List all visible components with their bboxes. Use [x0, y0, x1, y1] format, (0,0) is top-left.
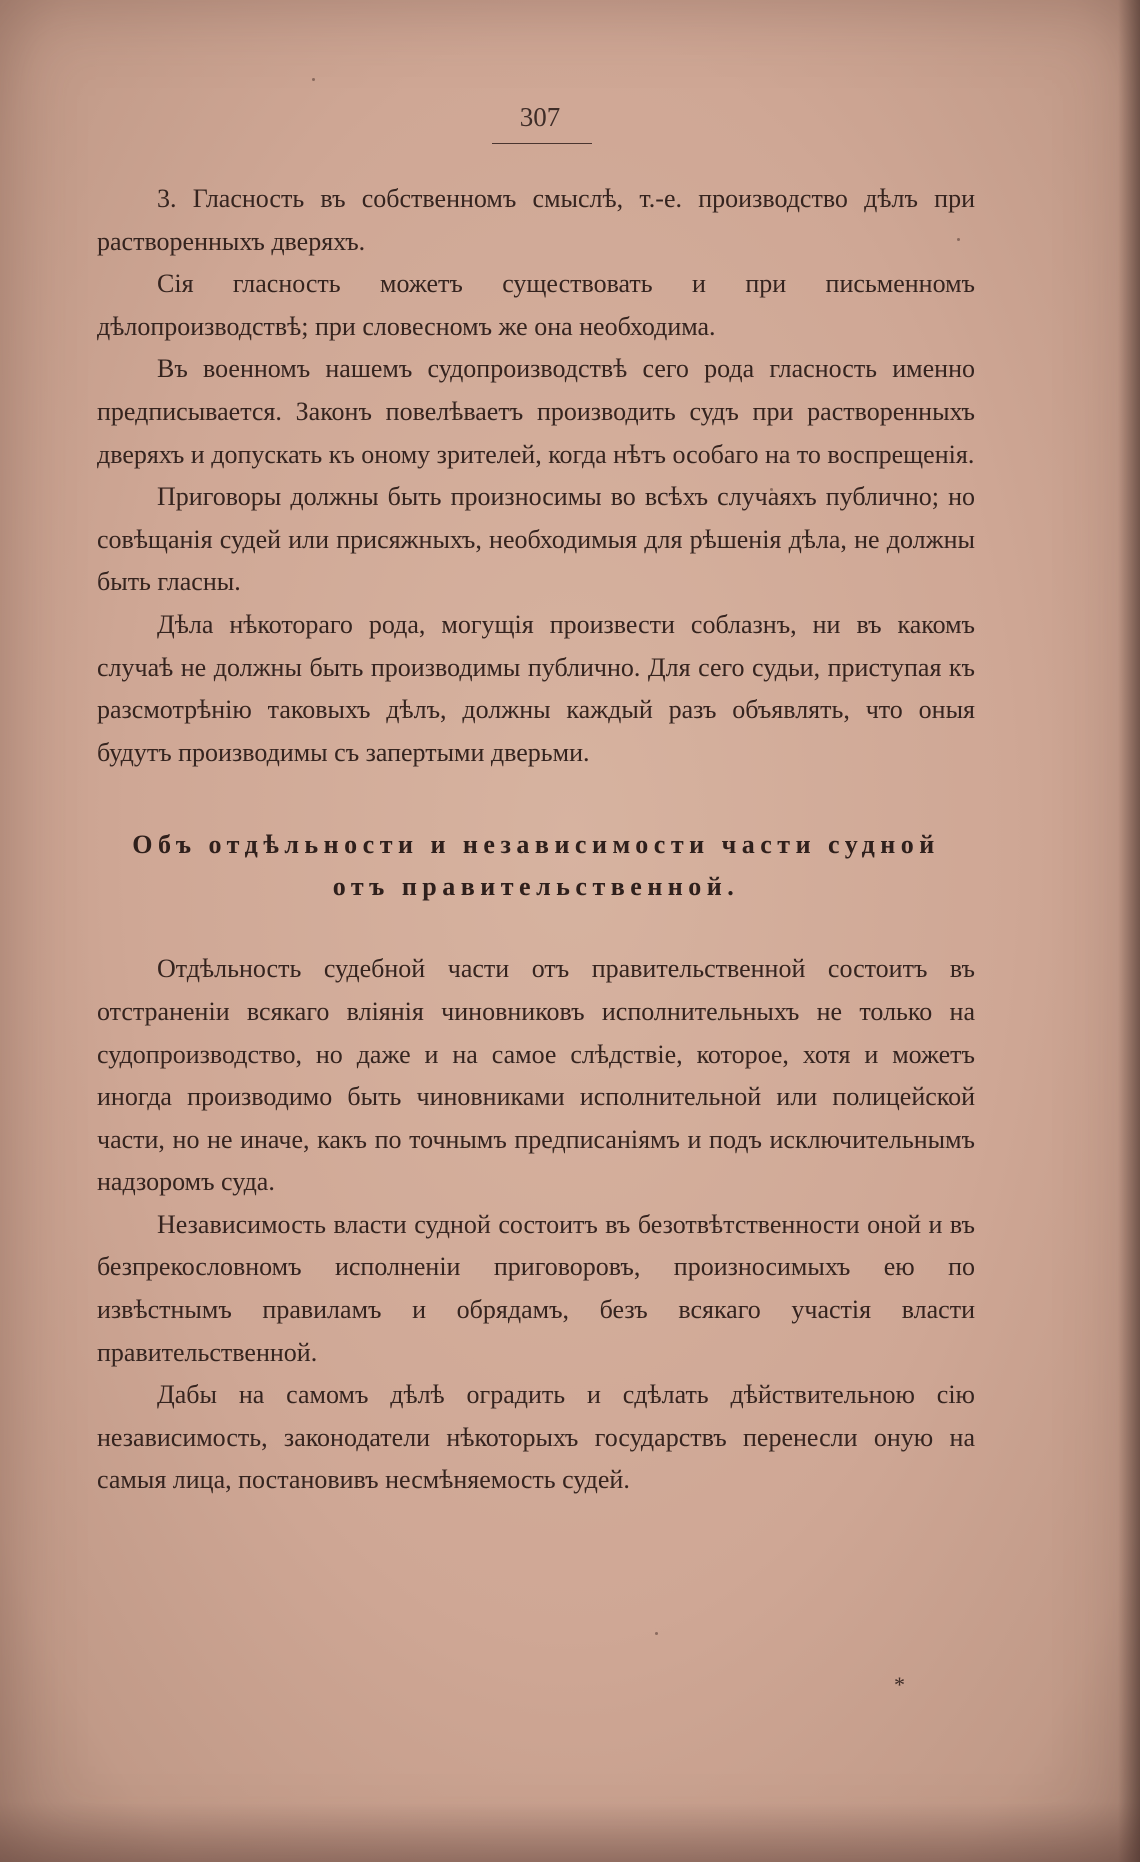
paragraph: Независимость власти судной состоитъ въ безотвѣтственности оной и въ безпрекословномъ исполненіи приговоровъ, произносимыхъ ею по извѣстнымъ правиламъ и обрядамъ, безъ всякаго участія власти правительственной.	[97, 1209, 975, 1367]
section-heading-line: Объ отдѣльности и независимости части судной	[132, 830, 940, 860]
paper-speck	[312, 78, 315, 81]
signature-mark: *	[894, 1672, 905, 1697]
text-column	[97, 178, 975, 1502]
paper-speck	[655, 1632, 658, 1635]
paragraph: Приговоры должны быть произносимы во всѣхъ случаяхъ публично; но совѣщанія судей или присяжныхъ, необходимыя для рѣшенія дѣла, не должны быть гласны.	[97, 482, 975, 597]
paragraph: Отдѣльность судебной части отъ правительственной состоитъ въ отстраненіи всякаго вліянія чиновниковъ исполнительныхъ не только на судопроизводство, но даже и на самое слѣдствіе, которое, хотя и можетъ иногда производимо быть чиновниками исполнительной или полицейской части, но не иначе, какъ по точнымъ предписаніямъ и подъ исключительнымъ надзоромъ суда.	[97, 954, 975, 1197]
paragraph: Въ военномъ нашемъ судопроизводствѣ сего рода гласность именно предписывается. Законъ повелѣваетъ производить судъ при растворенныхъ дверяхъ и допускать къ оному зрителей, когда нѣтъ особаго на то воспрещенія.	[97, 354, 975, 469]
section-heading-line: отъ правительственной.	[332, 872, 740, 902]
page-number: 307	[519, 102, 561, 132]
paragraph: Дабы на самомъ дѣлѣ оградить и сдѣлать дѣйствительною сію независимость, законодатели нѣкоторыхъ государствъ перенесли оную на самыя лица, постановивъ несмѣняемость судей.	[97, 1380, 975, 1495]
page-right-edge-shadow	[1118, 0, 1140, 1862]
paragraph: 3. Гласность въ собственномъ смыслѣ, т.-е. производство дѣлъ при растворенныхъ дверяхъ.	[97, 184, 975, 256]
paragraph: Сія гласность можетъ существовать и при письменномъ дѣлопроизводствѣ; при словесномъ же она необходима.	[97, 269, 975, 341]
section-heading	[97, 824, 975, 908]
page-bottom-shadow	[0, 1802, 1140, 1862]
paragraph: Дѣла нѣкотораго рода, могущія произвести соблазнъ, ни въ какомъ случаѣ не должны быть производимы публично. Для сего судьи, приступая къ разсмотрѣнію таковыхъ дѣлъ, должны каждый разъ объявлять, что оныя будутъ производимы съ запертыми дверьми.	[97, 609, 975, 767]
header-rule	[492, 143, 592, 144]
